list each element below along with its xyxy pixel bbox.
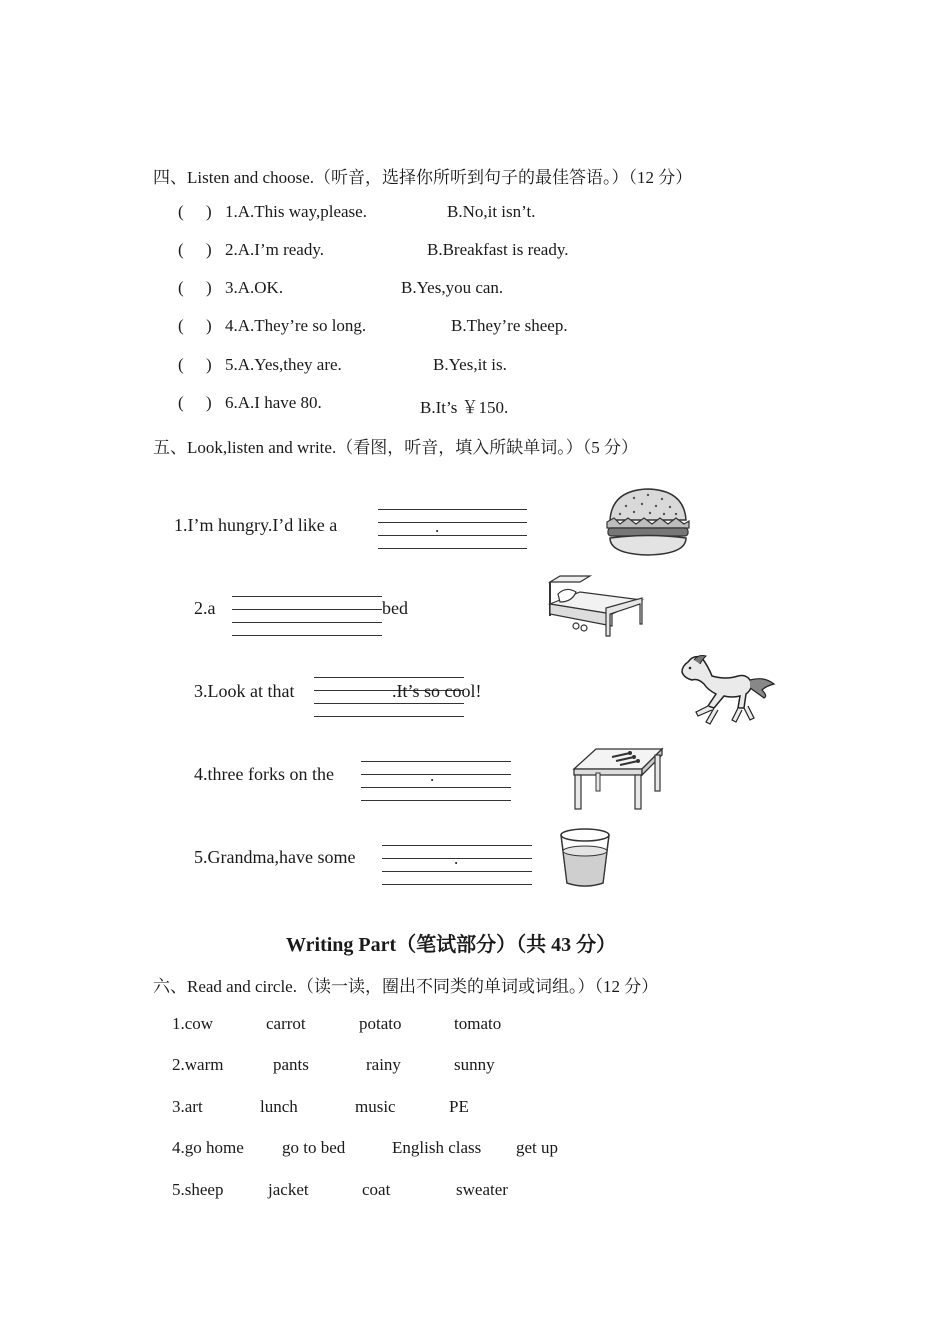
sentence-suffix: . xyxy=(435,517,440,536)
word-option[interactable]: 5.sheep xyxy=(172,1180,224,1199)
writing-part-title: Writing Part（笔试部分）（共 43 分） xyxy=(286,934,617,956)
word-option[interactable]: 2.warm xyxy=(172,1055,224,1074)
option-a: 6.A.I have 80. xyxy=(225,393,322,412)
option-a: 2.A.I’m ready. xyxy=(225,240,324,259)
word-option[interactable]: sweater xyxy=(456,1180,508,1199)
hamburger-icon xyxy=(604,486,692,558)
word-option[interactable]: rainy xyxy=(366,1055,401,1074)
answer-bracket-open: ( xyxy=(178,278,184,297)
word-option[interactable]: lunch xyxy=(260,1097,298,1116)
glass-icon xyxy=(558,827,612,889)
answer-bracket-open: ( xyxy=(178,240,184,259)
table-icon xyxy=(572,745,664,811)
answer-bracket-close: ) xyxy=(206,278,212,297)
answer-bracket-open: ( xyxy=(178,393,184,412)
word-option[interactable]: jacket xyxy=(268,1180,309,1199)
option-a: 5.A.Yes,they are. xyxy=(225,355,342,374)
sentence-prefix: 1.I’m hungry.I’d like a xyxy=(174,515,338,535)
option-b: B.They’re sheep. xyxy=(451,316,568,335)
option-a: 4.A.They’re so long. xyxy=(225,316,367,335)
option-a: 3.A.OK. xyxy=(225,278,284,297)
word-option[interactable]: music xyxy=(355,1097,396,1116)
bed-icon xyxy=(546,574,646,638)
word-option[interactable]: English class xyxy=(392,1138,482,1157)
answer-bracket-close: ) xyxy=(206,202,212,221)
word-option[interactable]: potato xyxy=(359,1014,402,1033)
section4-title: 四、Listen and choose.（听音，选择你所听到句子的最佳答语。）（12 分） xyxy=(153,168,693,187)
sentence-prefix: 3.Look at that xyxy=(194,681,295,701)
section6-title: 六、Read and circle.（读一读，圈出不同类的单词或词组。）（12 分） xyxy=(153,977,659,996)
sentence-prefix: 5.Grandma,have some xyxy=(194,847,356,867)
answer-bracket-close: ) xyxy=(206,393,212,412)
option-b: B.No,it isn’t. xyxy=(447,202,536,221)
horse-icon xyxy=(672,652,778,728)
answer-bracket-close: ) xyxy=(206,316,212,335)
sentence-prefix: 2.a xyxy=(194,598,216,618)
option-b: B.Yes,it is. xyxy=(433,355,507,374)
word-option[interactable]: pants xyxy=(273,1055,309,1074)
answer-bracket-open: ( xyxy=(178,316,184,335)
word-option[interactable]: 3.art xyxy=(172,1097,203,1116)
option-b: B.Yes,you can. xyxy=(401,278,504,297)
option-b: B.Breakfast is ready. xyxy=(427,240,569,259)
option-a: 1.A.This way,please. xyxy=(225,202,367,221)
word-option[interactable]: 4.go home xyxy=(172,1138,244,1157)
option-b: B.It’s ￥150. xyxy=(420,398,509,417)
word-option[interactable]: get up xyxy=(516,1138,559,1157)
word-option[interactable]: carrot xyxy=(266,1014,306,1033)
sentence-suffix: . xyxy=(454,849,459,868)
answer-bracket-close: ) xyxy=(206,240,212,259)
word-option[interactable]: go to bed xyxy=(282,1138,346,1157)
word-option[interactable]: PE xyxy=(449,1097,469,1116)
answer-bracket-close: ) xyxy=(206,355,212,374)
sentence-suffix: bed xyxy=(382,598,408,618)
word-option[interactable]: coat xyxy=(362,1180,391,1199)
word-option[interactable]: tomato xyxy=(454,1014,502,1033)
sentence-suffix: . xyxy=(430,766,435,785)
sentence-suffix: .It’s so cool! xyxy=(392,681,482,701)
word-option[interactable]: sunny xyxy=(454,1055,495,1074)
answer-bracket-open: ( xyxy=(178,202,184,221)
section5-title: 五、Look,listen and write.（看图，听音，填入所缺单词。）（5 分） xyxy=(153,438,638,457)
answer-bracket-open: ( xyxy=(178,355,184,374)
word-option[interactable]: 1.cow xyxy=(172,1014,214,1033)
sentence-prefix: 4.three forks on the xyxy=(194,764,334,784)
